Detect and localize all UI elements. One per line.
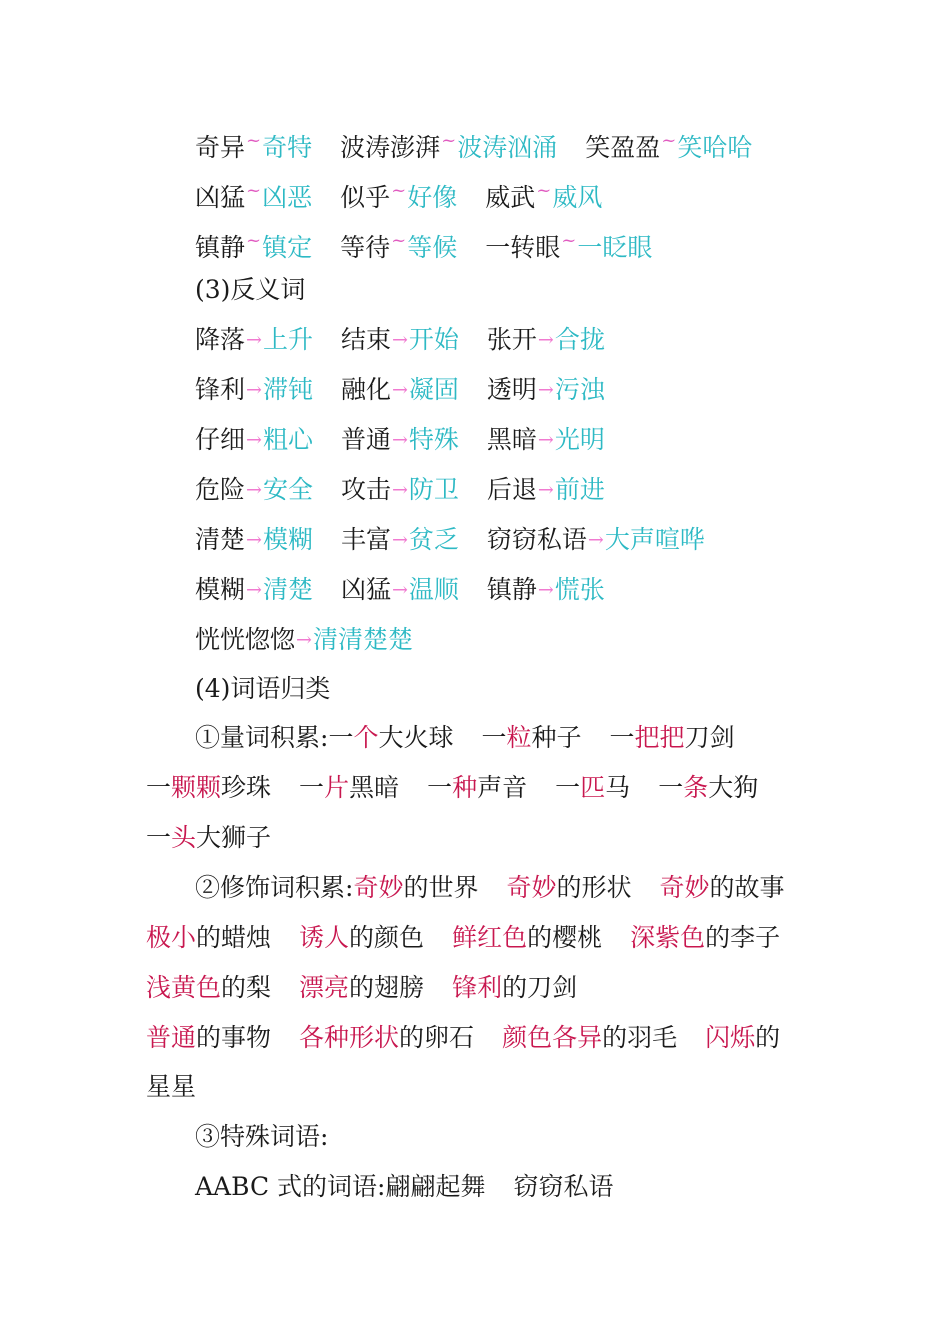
word: 仔细 <box>195 425 246 454</box>
measure-word: 粒 <box>506 723 532 752</box>
modifier: 各种形状 <box>299 1023 400 1052</box>
modified-noun: 的形状 <box>556 873 632 902</box>
word: 清楚 <box>195 525 246 554</box>
modifier: 鲜红色 <box>452 923 528 952</box>
antonym-answer: 凝固 <box>408 375 459 404</box>
modifier-row <box>146 971 800 1005</box>
modifier: 奇妙 <box>353 873 404 902</box>
word: 危险 <box>195 475 246 504</box>
synonym-mark-icon: ~ <box>441 130 457 151</box>
aabc-line <box>195 1170 800 1204</box>
numeral: 一 <box>427 773 453 802</box>
word: 等待 <box>340 233 391 262</box>
arrow-icon: → <box>537 479 554 501</box>
word: 透明 <box>486 375 537 404</box>
noun: 声音 <box>477 773 528 802</box>
arrow-icon: → <box>246 329 262 351</box>
synonym-mark-icon: ~ <box>391 230 407 251</box>
measure-word: 片 <box>324 773 350 802</box>
synonym-mark-icon: ~ <box>246 230 262 251</box>
measure-word: 头 <box>171 823 197 852</box>
synonym-answer: 镇定 <box>262 233 313 262</box>
modifier: 锋利 <box>452 973 503 1002</box>
synonym-answer: 威风 <box>552 183 603 212</box>
synonym-mark-icon: ~ <box>561 230 577 251</box>
modifier-row <box>146 921 800 955</box>
noun: 大狗 <box>708 773 759 802</box>
synonym-row <box>195 174 800 212</box>
numeral: 一 <box>146 773 172 802</box>
word: 笑盈盈 <box>585 133 661 162</box>
arrow-icon: → <box>391 479 408 501</box>
modifier: 奇妙 <box>506 873 557 902</box>
arrow-icon: → <box>246 529 262 551</box>
antonym-row <box>195 423 800 457</box>
numeral: 一 <box>658 773 684 802</box>
synonym-row <box>195 224 800 262</box>
arrow-icon: → <box>391 429 408 451</box>
antonym-answer: 特殊 <box>408 425 459 454</box>
noun: 马 <box>605 773 631 802</box>
modified-noun: 的 <box>755 1023 781 1052</box>
synonym-row <box>195 124 800 162</box>
modifier-label: ②修饰词积累: <box>195 873 354 902</box>
numeral: 一 <box>481 723 507 752</box>
word: 攻击 <box>340 475 391 504</box>
modified-noun: 的李子 <box>705 923 781 952</box>
antonym-answer: 清清楚楚 <box>312 625 413 654</box>
antonym-answer: 大声喧哗 <box>604 525 705 554</box>
synonym-answer: 笑哈哈 <box>677 133 753 162</box>
modified-noun: 的羽毛 <box>602 1023 678 1052</box>
modifier: 深紫色 <box>630 923 706 952</box>
synonym-answer: 等候 <box>407 233 458 262</box>
measure-word: 颗颗 <box>171 773 222 802</box>
synonym-answer: 奇特 <box>262 133 313 162</box>
modifier: 极小 <box>146 923 197 952</box>
antonym-answer: 污浊 <box>554 375 605 404</box>
modifier: 闪烁 <box>705 1023 756 1052</box>
modified-noun: 的樱桃 <box>527 923 603 952</box>
noun: 大火球 <box>378 723 454 752</box>
synonym-answer: 凶恶 <box>262 183 313 212</box>
synonym-answer: 好像 <box>407 183 458 212</box>
noun: 大狮子 <box>196 823 272 852</box>
numeral: 一 <box>299 773 325 802</box>
numeral: 一 <box>328 723 354 752</box>
numeral: 一 <box>555 773 581 802</box>
arrow-icon: → <box>391 579 408 601</box>
synonym-mark-icon: ~ <box>391 180 407 201</box>
modified-noun: 的蜡烛 <box>196 923 272 952</box>
modifier-row-tail: 星星 <box>146 1072 197 1101</box>
antonym-answer: 温顺 <box>408 575 459 604</box>
noun: 珍珠 <box>221 773 272 802</box>
synonym-mark-icon: ~ <box>536 180 552 201</box>
antonym-answer: 光明 <box>554 425 605 454</box>
arrow-icon: → <box>587 529 604 551</box>
measure-word: 条 <box>683 773 709 802</box>
measure-word: 个 <box>353 723 379 752</box>
synonym-mark-icon: ~ <box>246 180 262 201</box>
word: 后退 <box>486 475 537 504</box>
measure-word: 种 <box>452 773 478 802</box>
antonym-answer: 安全 <box>262 475 313 504</box>
noun: 黑暗 <box>349 773 400 802</box>
arrow-icon: → <box>246 379 262 401</box>
word: 镇静 <box>486 575 537 604</box>
word: 降落 <box>195 325 246 354</box>
modified-noun: 的卵石 <box>399 1023 475 1052</box>
arrow-icon: → <box>537 329 554 351</box>
modified-noun: 的事物 <box>196 1023 272 1052</box>
antonym-answer: 前进 <box>554 475 605 504</box>
arrow-icon: → <box>246 479 262 501</box>
modified-noun: 的故事 <box>709 873 785 902</box>
arrow-icon: → <box>391 329 408 351</box>
modified-noun: 的刀剑 <box>502 973 578 1002</box>
modified-noun: 的颜色 <box>349 923 425 952</box>
modified-noun: 的梨 <box>221 973 272 1002</box>
word: 结束 <box>340 325 391 354</box>
word: 模糊 <box>195 575 246 604</box>
antonym-row <box>195 523 800 557</box>
word: 张开 <box>486 325 537 354</box>
antonym-row <box>195 373 800 407</box>
word: 黑暗 <box>486 425 537 454</box>
word: 凶猛 <box>195 183 246 212</box>
arrow-icon: → <box>296 629 312 651</box>
modifier-row <box>195 871 800 905</box>
measure-row <box>146 821 800 855</box>
synonym-mark-icon: ~ <box>661 130 677 151</box>
modifier-row <box>146 1021 800 1055</box>
word: 恍恍惚惚 <box>195 625 296 654</box>
modifier: 浅黄色 <box>146 973 222 1002</box>
modifier: 漂亮 <box>299 973 350 1002</box>
measure-word: 匹 <box>580 773 606 802</box>
word: 融化 <box>340 375 391 404</box>
arrow-icon: → <box>537 579 554 601</box>
antonym-row <box>195 573 800 607</box>
word: 波涛澎湃 <box>340 133 441 162</box>
word: 窃窃私语 <box>486 525 587 554</box>
numeral: 一 <box>146 823 172 852</box>
antonym-answer: 防卫 <box>408 475 459 504</box>
antonym-answer: 模糊 <box>262 525 313 554</box>
antonym-answer: 上升 <box>262 325 313 354</box>
word: 丰富 <box>340 525 391 554</box>
arrow-icon: → <box>391 379 408 401</box>
antonym-answer: 合拢 <box>554 325 605 354</box>
word: 锋利 <box>195 375 246 404</box>
synonym-answer: 波涛汹涌 <box>457 133 558 162</box>
antonym-row <box>195 623 800 657</box>
antonym-answer: 滞钝 <box>262 375 313 404</box>
word: 奇异 <box>195 133 246 162</box>
aabc-word: 窃窃私语 <box>513 1172 614 1201</box>
antonym-row <box>195 323 800 357</box>
categorize-heading: (4)词语归类 <box>195 674 331 703</box>
word: 镇静 <box>195 233 246 262</box>
arrow-icon: → <box>537 379 554 401</box>
noun: 刀剑 <box>684 723 735 752</box>
antonym-answer: 清楚 <box>262 575 313 604</box>
arrow-icon: → <box>246 579 262 601</box>
special-heading: ③特殊词语: <box>195 1122 329 1151</box>
word: 威武 <box>485 183 536 212</box>
measure-label: ①量词积累: <box>195 723 329 752</box>
modified-noun: 的世界 <box>403 873 479 902</box>
aabc-label: AABC 式的词语: <box>195 1172 386 1201</box>
aabc-word: 翩翩起舞 <box>385 1172 486 1201</box>
word: 凶猛 <box>340 575 391 604</box>
synonym-mark-icon: ~ <box>246 130 262 151</box>
arrow-icon: → <box>537 429 554 451</box>
measure-row <box>195 721 800 755</box>
measure-row <box>146 771 800 805</box>
antonym-answer: 贫乏 <box>408 525 459 554</box>
antonym-row <box>195 473 800 507</box>
modified-noun: 的翅膀 <box>349 973 425 1002</box>
numeral: 一 <box>609 723 635 752</box>
modifier: 颜色各异 <box>502 1023 603 1052</box>
measure-word: 把把 <box>634 723 685 752</box>
synonym-answer: 一眨眼 <box>577 233 653 262</box>
word: 似乎 <box>340 183 391 212</box>
word: 一转眼 <box>485 233 561 262</box>
modifier: 诱人 <box>299 923 350 952</box>
antonyms-heading: (3)反义词 <box>195 275 306 304</box>
antonym-answer: 开始 <box>408 325 459 354</box>
word: 普通 <box>340 425 391 454</box>
noun: 种子 <box>531 723 582 752</box>
antonym-answer: 粗心 <box>262 425 313 454</box>
arrow-icon: → <box>391 529 408 551</box>
modifier: 奇妙 <box>659 873 710 902</box>
arrow-icon: → <box>246 429 262 451</box>
modifier: 普通 <box>146 1023 197 1052</box>
antonym-answer: 慌张 <box>554 575 605 604</box>
